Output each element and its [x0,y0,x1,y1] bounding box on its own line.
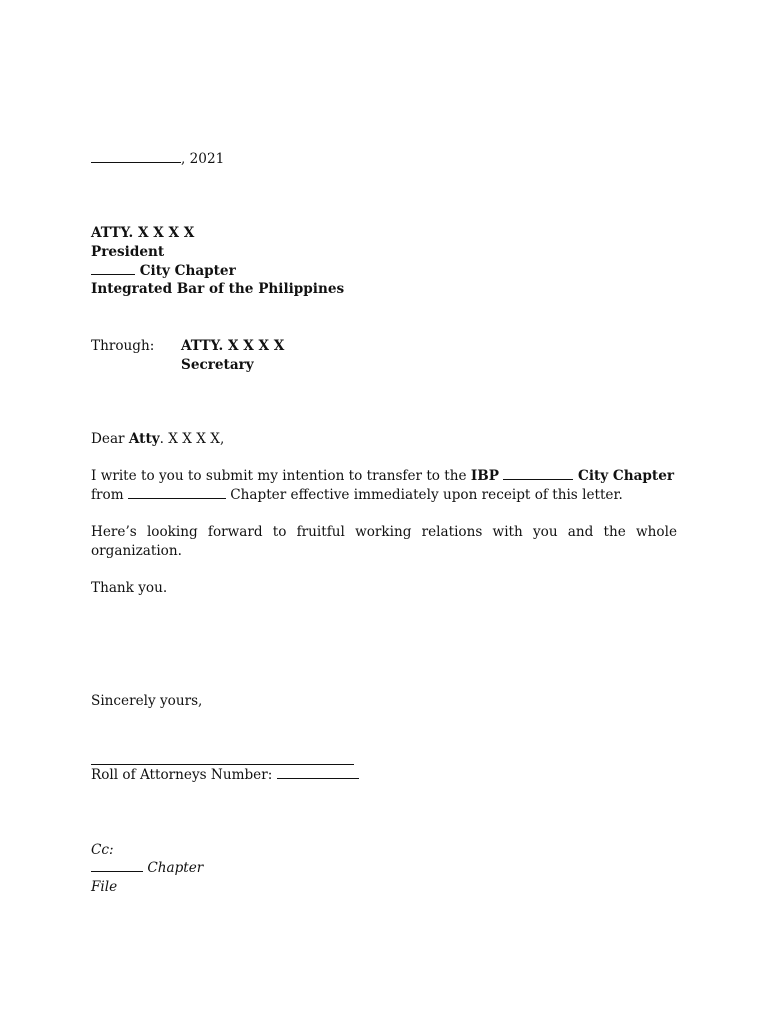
cc-chapter-blank [91,859,143,872]
salutation [91,430,224,448]
date-line [91,150,224,168]
from-blank [128,486,226,499]
through-title: Secretary [181,357,254,373]
cc-label: Cc: [91,842,114,858]
salutation-atty: Atty [128,431,160,447]
p1-rest: Chapter effective immediately upon receipt of this letter. [225,486,623,503]
through-name: ATTY. X X X X [181,338,285,354]
chapter-blank [91,262,135,275]
addressee-chapter: City Chapter [139,263,236,279]
addressee-chapter-line [91,262,236,280]
roll-of-attorneys-line [91,766,359,784]
p1-ibp: IBP [470,468,499,484]
body-paragraph-3: Thank you. [91,580,168,596]
addressee-name: ATTY. X X X X [91,225,195,241]
salutation-dear: Dear [91,431,129,447]
ibp-blank [503,467,573,480]
salutation-name: . X X X X, [159,431,225,447]
addressee-title: President [91,244,165,260]
date-blank [91,150,181,163]
cc-chapter-line [91,859,203,877]
roll-label: Roll of Attorneys Number: [91,767,277,783]
p1-from: from [91,486,128,503]
p1-intro: I write to you to submit my intention to transfer to the [91,468,471,484]
closing-sincerely: Sincerely yours, [91,693,203,709]
cc-chapter: Chapter [143,860,204,876]
body-paragraph-1 [91,467,677,504]
signature-line [91,764,354,765]
through-label: Through: [91,338,155,354]
date-year: , 2021 [181,151,225,167]
p1-city: City Chapter [573,468,675,484]
roll-blank [277,766,359,779]
addressee-org: Integrated Bar of the Philippines [91,281,345,297]
body-paragraph-2: Here’s looking forward to fruitful working relations with you and the whole organization. [91,524,677,559]
cc-file: File [91,879,118,895]
